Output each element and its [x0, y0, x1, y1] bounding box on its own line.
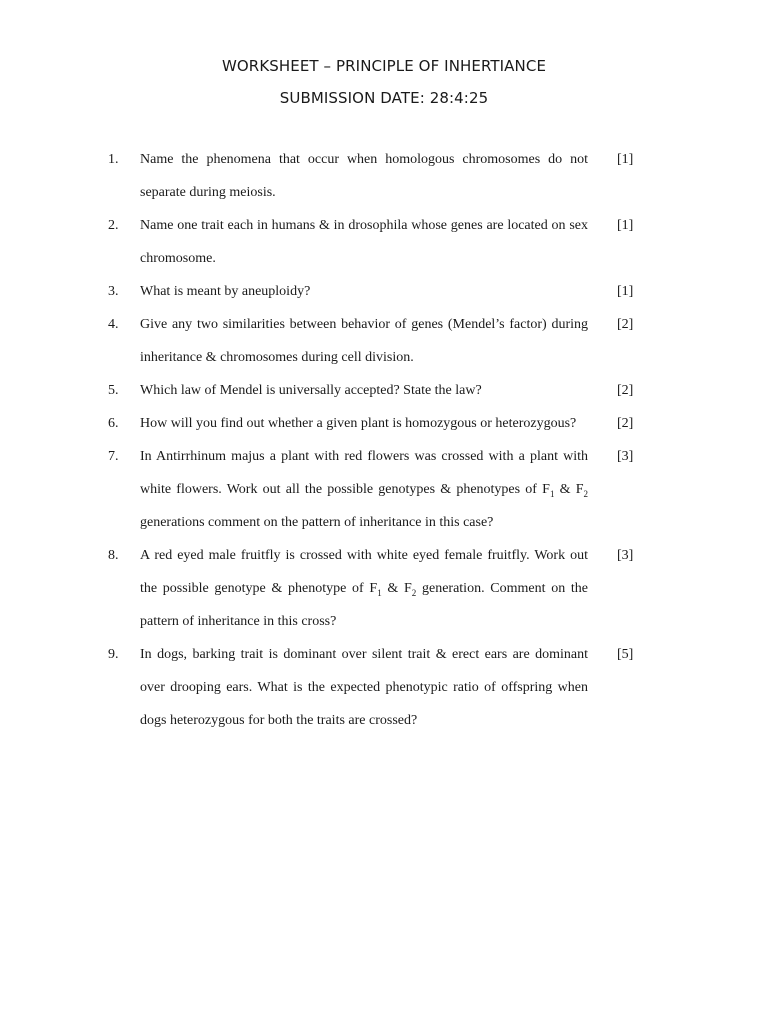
question-item [0, 407, 768, 440]
question-number: 9. [108, 647, 119, 662]
question-item [0, 539, 768, 638]
question-text: What is meant by aneuploidy? [140, 284, 311, 299]
question-item [0, 638, 768, 737]
question-marks: [1] [617, 218, 634, 233]
subscript-1: 1 [549, 488, 555, 499]
question-item [0, 275, 768, 308]
question-text-part: & F [381, 581, 412, 596]
question-text: How will you find out whether a given plant is homozygous or heterozygous? [140, 416, 577, 431]
question-item [0, 308, 768, 374]
submission-date: SUBMISSION DATE: 28:4:25 [279, 89, 489, 107]
question-number: 3. [108, 284, 119, 299]
question-marks: [1] [617, 152, 634, 167]
question-number: 4. [108, 317, 119, 332]
question-item [0, 440, 768, 539]
question-marks: [3] [617, 548, 634, 563]
question-text: Give any two similarities between behavior of genes (Mendel’s factor) during inheritance & chromosomes during cell division. [140, 317, 588, 365]
question-number: 8. [108, 548, 119, 563]
question-marks: [5] [617, 647, 634, 662]
subscript-2: 2 [583, 488, 588, 499]
subscript-1: 1 [377, 587, 382, 598]
question-item [0, 209, 768, 275]
question-text: In dogs, barking trait is dominant over silent trait & erect ears are dominant over drooping ears. What is the expected phenotypic ratio of offspring when dogs heterozygous for both the traits are crossed? [140, 647, 588, 728]
question-number: 5. [108, 383, 119, 398]
question-list [0, 143, 768, 737]
question-number: 6. [108, 416, 119, 431]
question-marks: [2] [617, 416, 634, 431]
subscript-2: 2 [411, 587, 417, 598]
worksheet-title: WORKSHEET – PRINCIPLE OF INHERTIANCE [221, 57, 547, 75]
question-text: Name the phenomena that occur when homologous chromosomes do not separate during meiosis. [140, 152, 588, 200]
question-text [140, 539, 588, 638]
question-text [140, 440, 588, 539]
question-text-part: & F [554, 482, 584, 497]
question-text-part: A red eyed male fruitfly is crossed with white eyed female fruitfly. Work out the possible genotype & phenotype of F [140, 548, 588, 596]
question-item [0, 143, 768, 209]
question-item [0, 374, 768, 407]
question-marks: [3] [617, 449, 634, 464]
question-number: 7. [108, 449, 119, 464]
question-text-part: generations comment on the pattern of inheritance in this case? [140, 515, 494, 530]
question-text-part: generation. Comment on the pattern of inheritance in this cross? [140, 581, 588, 629]
question-number: 2. [108, 218, 119, 233]
question-number: 1. [108, 152, 119, 167]
question-text: Name one trait each in humans & in drosophila whose genes are located on sex chromosome. [140, 218, 588, 266]
question-marks: [2] [617, 383, 634, 398]
question-text-part: In Antirrhinum majus a plant with red flowers was crossed with a plant with white flowers. Work out all the possible genotypes & phenotypes of F [140, 449, 588, 497]
question-marks: [2] [617, 317, 634, 332]
question-text: Which law of Mendel is universally accepted? State the law? [140, 383, 482, 398]
question-marks: [1] [617, 284, 634, 299]
